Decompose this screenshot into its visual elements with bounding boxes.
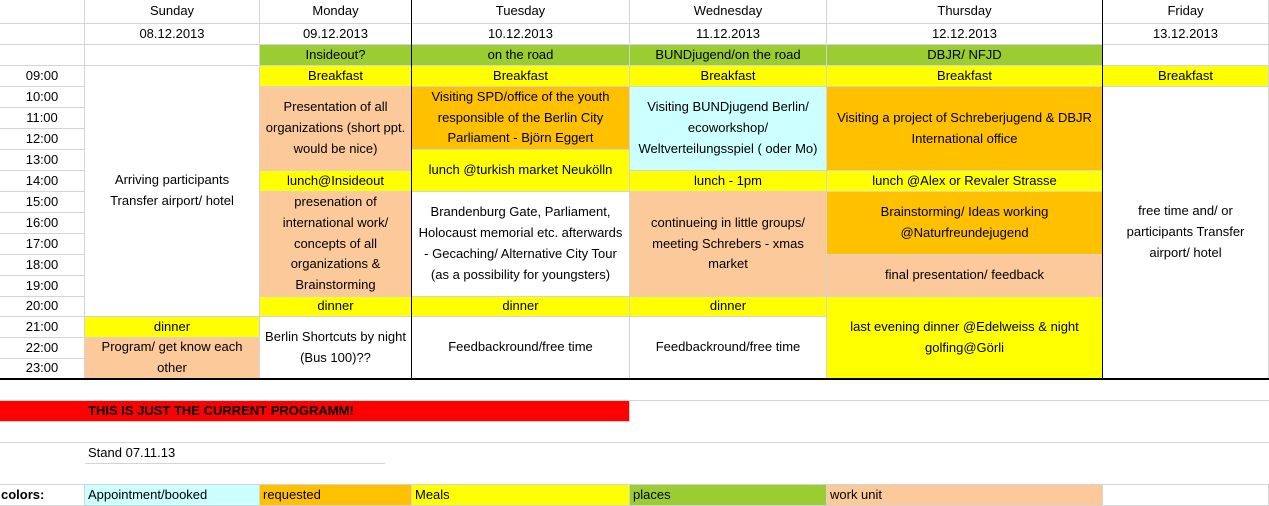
day-header-thursday: Thursday	[827, 0, 1103, 24]
monday-lunch: lunch@Insideout	[260, 171, 412, 192]
friday-rest: free time and/ or participants Transfer airport/ hotel	[1103, 87, 1269, 379]
day-header-tuesday: Tuesday	[412, 0, 630, 24]
date-friday: 13.12.2013	[1103, 24, 1269, 45]
time-12: 12:00	[0, 129, 85, 150]
legend-appointment: Appointment/booked	[85, 485, 260, 506]
date-thursday: 12.12.2013	[827, 24, 1103, 45]
places-blank-sunday	[85, 45, 260, 66]
thursday-morning: Visiting a project of Schreberjugend & DBJR International office	[827, 87, 1103, 171]
wednesday-breakfast: Breakfast	[630, 66, 827, 87]
notes-row-blank	[0, 380, 1269, 401]
time-09: 09:00	[0, 66, 85, 87]
sunday-program: Program/ get know each other	[85, 338, 260, 379]
date-wednesday: 11.12.2013	[630, 24, 827, 45]
date-sunday: 08.12.2013	[85, 24, 260, 45]
legend-label: colors:	[0, 485, 85, 506]
monday-breakfast: Breakfast	[260, 66, 412, 87]
wednesday-evening: Feedbackround/free time	[630, 317, 827, 379]
time-15: 15:00	[0, 192, 85, 213]
places-blank-friday	[1103, 45, 1269, 66]
legend-requested: requested	[260, 485, 412, 506]
legend-meals: Meals	[412, 485, 630, 506]
sunday-arriving-line2: Transfer airport/ hotel	[110, 193, 234, 208]
place-thursday: DBJR/ NFJD	[827, 45, 1103, 66]
legend-blank	[1103, 485, 1269, 506]
thursday-lunch: lunch @Alex or Revaler Strasse	[827, 171, 1103, 192]
day-header-sunday: Sunday	[85, 0, 260, 24]
notes-row-blank-2	[0, 422, 1269, 443]
warning-banner: THIS IS JUST THE CURRENT PROGRAMM!	[85, 401, 630, 422]
thursday-breakfast: Breakfast	[827, 66, 1103, 87]
wednesday-lunch: lunch - 1pm	[630, 171, 827, 192]
monday-presentation: Presentation of all organizations (short ppt. would be nice)	[260, 87, 412, 171]
legend-places: places	[630, 485, 827, 506]
sunday-arriving-line1: Arriving participants	[114, 172, 230, 188]
tuesday-breakfast: Breakfast	[412, 66, 630, 87]
monday-dinner: dinner	[260, 297, 412, 317]
thursday-final: final presentation/ feedback	[827, 255, 1103, 297]
time-11: 11:00	[0, 108, 85, 129]
time-20: 20:00	[0, 297, 85, 317]
places-blank-time	[0, 45, 85, 66]
sunday-arriving	[85, 66, 260, 317]
monday-evening: Berlin Shortcuts by night (Bus 100)??	[260, 317, 412, 379]
tuesday-dinner: dinner	[412, 297, 630, 317]
thursday-evening: last evening dinner @Edelweiss & night golfing@Görli	[827, 297, 1103, 379]
monday-afternoon: presenation of international work/ concepts of all organizations & Brainstorming	[260, 192, 412, 297]
divider-thursday-friday	[1102, 0, 1103, 379]
day-header-friday: Friday	[1103, 0, 1269, 24]
time-23: 23:00	[0, 359, 85, 379]
legend-work-unit: work unit	[827, 485, 1103, 506]
place-wednesday: BUNDjugend/on the road	[630, 45, 827, 66]
wednesday-afternoon: continueing in little groups/ meeting Schrebers - xmas market	[630, 192, 827, 297]
stand-note: Stand 07.11.13	[85, 443, 385, 464]
tuesday-morning: Visiting SPD/office of the youth responsible of the Berlin City Parliament - Björn Eggert	[412, 87, 630, 150]
notes-row-blank-3	[0, 464, 1269, 485]
corner-cell-date	[0, 24, 85, 45]
day-header-monday: Monday	[260, 0, 412, 24]
time-22: 22:00	[0, 338, 85, 359]
time-18: 18:00	[0, 255, 85, 276]
day-header-wednesday: Wednesday	[630, 0, 827, 24]
time-21: 21:00	[0, 317, 85, 338]
date-monday: 09.12.2013	[260, 24, 412, 45]
time-16: 16:00	[0, 213, 85, 234]
time-10: 10:00	[0, 87, 85, 108]
warning-left-cell	[0, 401, 85, 422]
friday-breakfast: Breakfast	[1103, 66, 1269, 87]
time-13: 13:00	[0, 150, 85, 171]
sunday-dinner: dinner	[85, 317, 260, 338]
thursday-brainstorm: Brainstorming/ Ideas working @Naturfreundejugend	[827, 192, 1103, 255]
date-tuesday: 10.12.2013	[412, 24, 630, 45]
tuesday-afternoon: Brandenburg Gate, Parliament, Holocaust memorial etc. afterwards - Gecaching/ Alternative City Tour (as a possibility for youngsters)	[412, 192, 630, 297]
wednesday-morning: Visiting BUNDjugend Berlin/ ecoworkshop/ Weltverteilungsspiel ( oder Mo)	[630, 87, 827, 171]
time-14: 14:00	[0, 171, 85, 192]
place-tuesday: on the road	[412, 45, 630, 66]
tuesday-lunch: lunch @turkish market Neukölln	[412, 150, 630, 192]
wednesday-dinner: dinner	[630, 297, 827, 317]
corner-cell	[0, 0, 85, 24]
time-17: 17:00	[0, 234, 85, 255]
divider-monday-tuesday	[411, 0, 412, 379]
tuesday-evening: Feedbackround/free time	[412, 317, 630, 379]
place-monday: Insideout?	[260, 45, 412, 66]
time-19: 19:00	[0, 276, 85, 297]
